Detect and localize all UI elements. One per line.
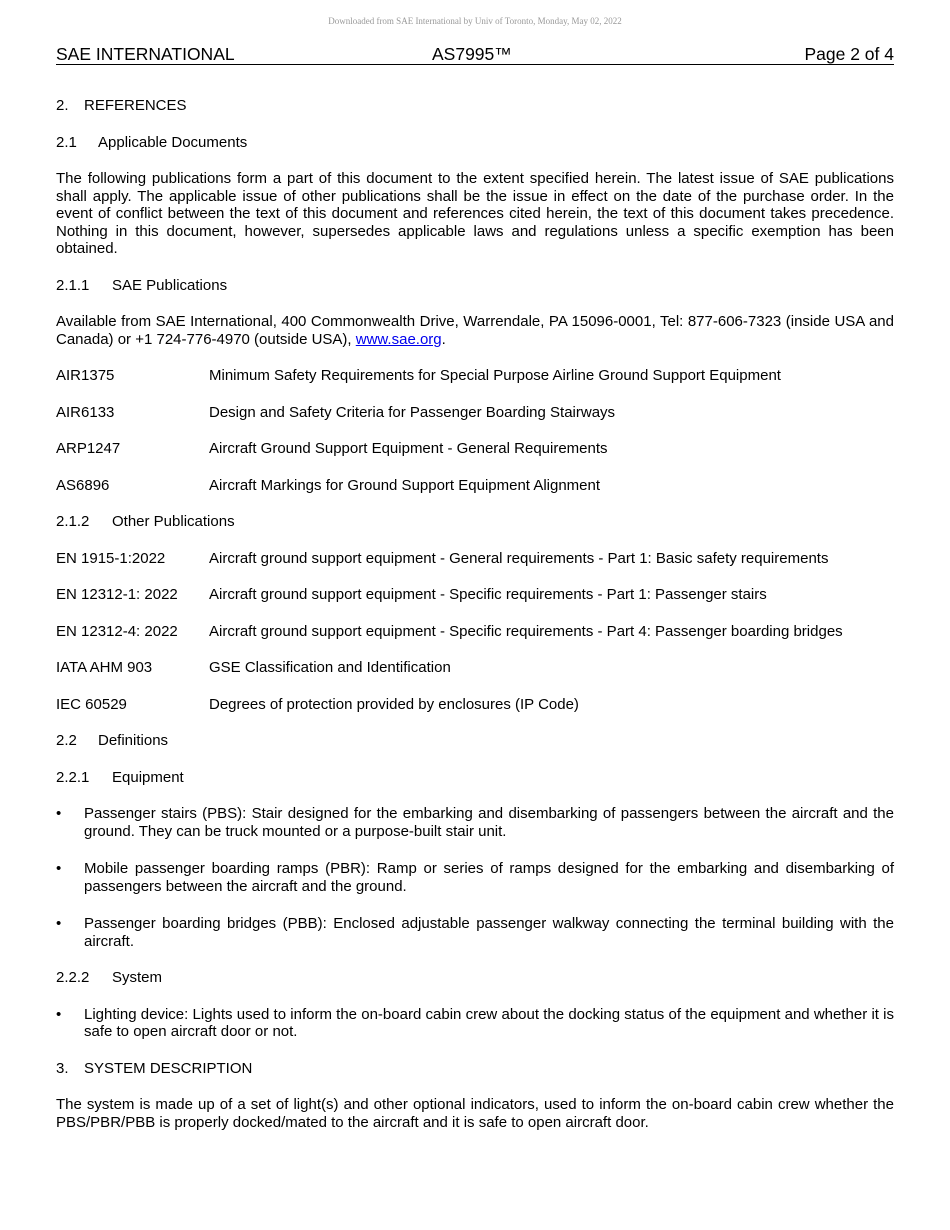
section-title: REFERENCES bbox=[84, 97, 187, 114]
reference-code: EN 12312-4: 2022 bbox=[56, 622, 178, 640]
section-title: System bbox=[112, 969, 163, 986]
reference-code: AIR1375 bbox=[56, 367, 115, 384]
reference-item bbox=[56, 404, 894, 422]
list-item-text: Passenger stairs (PBS): Stair designed for the embarking and disembarking of passengers between the aircraft and the ground. They can be truck mounted or a purpose-built stair unit. bbox=[84, 805, 894, 840]
section-heading-system-description bbox=[56, 1060, 894, 1078]
section-number: 2.2.2 bbox=[56, 969, 90, 986]
applicable-documents-paragraph: The following publications form a part of this document to the extent specified herein. The latest issue of SAE publications shall apply. The applicable issue of other publications shall be the issue in effect on the date of the purchase order. In the event of conflict between the text of this document and references cited herein, the text of this document takes precedence. Nothing in this document, however, supersedes applicable laws and regulations unless a specific exemption has been obtained. bbox=[56, 170, 894, 257]
section-title: Definitions bbox=[98, 732, 169, 749]
reference-title: Aircraft Markings for Ground Support Equipment Alignment bbox=[209, 476, 601, 494]
bullet-glyph: • bbox=[56, 915, 62, 932]
section-number: 3. bbox=[56, 1059, 69, 1077]
section-title: Other Publications bbox=[112, 513, 235, 530]
reference-code: EN 12312-1: 2022 bbox=[56, 586, 178, 603]
bullet-glyph: • bbox=[56, 860, 62, 877]
availability-text-end: . bbox=[441, 330, 446, 348]
section-number: 2.2.1 bbox=[56, 768, 90, 786]
reference-code: IEC 60529 bbox=[56, 695, 127, 713]
page-header bbox=[56, 44, 894, 65]
section-heading-equipment bbox=[56, 769, 894, 787]
list-item bbox=[56, 1006, 894, 1041]
header-publisher: SAE INTERNATIONAL bbox=[56, 44, 235, 64]
reference-item bbox=[56, 696, 894, 714]
header-document-number: AS7995™ bbox=[432, 44, 512, 64]
reference-item bbox=[56, 623, 894, 641]
list-item bbox=[56, 860, 894, 895]
bullet-glyph: • bbox=[56, 1005, 62, 1023]
reference-title: GSE Classification and Identification bbox=[209, 659, 451, 676]
section-number: 2.1.2 bbox=[56, 513, 90, 530]
list-item-text: Mobile passenger boarding ramps (PBR): Ramp or series of ramps designed for the embarking and disembarking of passengers between the aircraft and the ground. bbox=[84, 860, 894, 895]
document-body bbox=[56, 97, 894, 1150]
section-number: 2.2 bbox=[56, 732, 77, 749]
sae-availability-paragraph bbox=[56, 313, 894, 348]
reference-code: AIR6133 bbox=[56, 403, 115, 421]
section-heading-definitions bbox=[56, 732, 894, 750]
list-item bbox=[56, 805, 894, 840]
reference-title: Aircraft ground support equipment - General requirements - Part 1: Basic safety requirements bbox=[209, 549, 829, 567]
system-description-paragraph: The system is made up of a set of light(s) and other optional indicators, used to inform the on-board cabin crew whether the PBS/PBR/PBB is properly docked/mated to the aircraft and it is safe to open aircraft door. bbox=[56, 1096, 894, 1131]
reference-title: Aircraft ground support equipment - Specific requirements - Part 4: Passenger boarding bridges bbox=[209, 622, 843, 640]
list-item bbox=[56, 915, 894, 950]
sae-website-link[interactable]: www.sae.org bbox=[355, 330, 442, 348]
section-heading-references bbox=[56, 97, 894, 115]
reference-title: Minimum Safety Requirements for Special Purpose Airline Ground Support Equipment bbox=[209, 367, 781, 384]
reference-title: Design and Safety Criteria for Passenger Boarding Stairways bbox=[209, 403, 616, 421]
reference-item bbox=[56, 440, 894, 458]
bullet-glyph: • bbox=[56, 805, 62, 822]
section-number: 2.1 bbox=[56, 133, 77, 151]
section-heading-system bbox=[56, 969, 894, 987]
reference-code: IATA AHM 903 bbox=[56, 659, 153, 676]
reference-code: ARP1247 bbox=[56, 440, 121, 457]
reference-item bbox=[56, 477, 894, 495]
section-number: 2.1.1 bbox=[56, 276, 90, 294]
reference-item bbox=[56, 659, 894, 677]
availability-text: Available from SAE International, 400 Commonwealth Drive, Warrendale, PA 15096-0001, Tel: 877-606-7323 (inside USA and Canada) or +1 724-776-4970 (outside USA), bbox=[56, 313, 894, 348]
list-item-text: Passenger boarding bridges (PBB): Enclosed adjustable passenger walkway connecting the terminal building with the aircraft. bbox=[84, 915, 894, 950]
reference-code: AS6896 bbox=[56, 476, 110, 494]
header-page-number: Page 2 of 4 bbox=[804, 44, 894, 64]
reference-title: Aircraft Ground Support Equipment - General Requirements bbox=[209, 440, 608, 457]
section-number: 2. bbox=[56, 97, 69, 114]
reference-item bbox=[56, 586, 894, 604]
reference-title: Aircraft ground support equipment - Specific requirements - Part 1: Passenger stairs bbox=[209, 586, 767, 603]
section-heading-other-publications bbox=[56, 513, 894, 531]
reference-code: EN 1915-1:2022 bbox=[56, 549, 166, 567]
reference-item bbox=[56, 367, 894, 385]
reference-item bbox=[56, 550, 894, 568]
section-title: SYSTEM DESCRIPTION bbox=[84, 1059, 253, 1077]
reference-title: Degrees of protection provided by enclosures (IP Code) bbox=[209, 695, 579, 713]
list-item-text: Lighting device: Lights used to inform the on-board cabin crew about the docking status of the equipment and whether it is safe to open aircraft door or not. bbox=[84, 1005, 894, 1040]
download-watermark: Downloaded from SAE International by Univ of Toronto, Monday, May 02, 2022 bbox=[328, 16, 622, 26]
section-heading-applicable-documents bbox=[56, 134, 894, 152]
section-title: SAE Publications bbox=[112, 276, 228, 294]
section-title: Equipment bbox=[112, 768, 184, 786]
section-title: Applicable Documents bbox=[98, 133, 248, 151]
section-heading-sae-publications bbox=[56, 277, 894, 295]
